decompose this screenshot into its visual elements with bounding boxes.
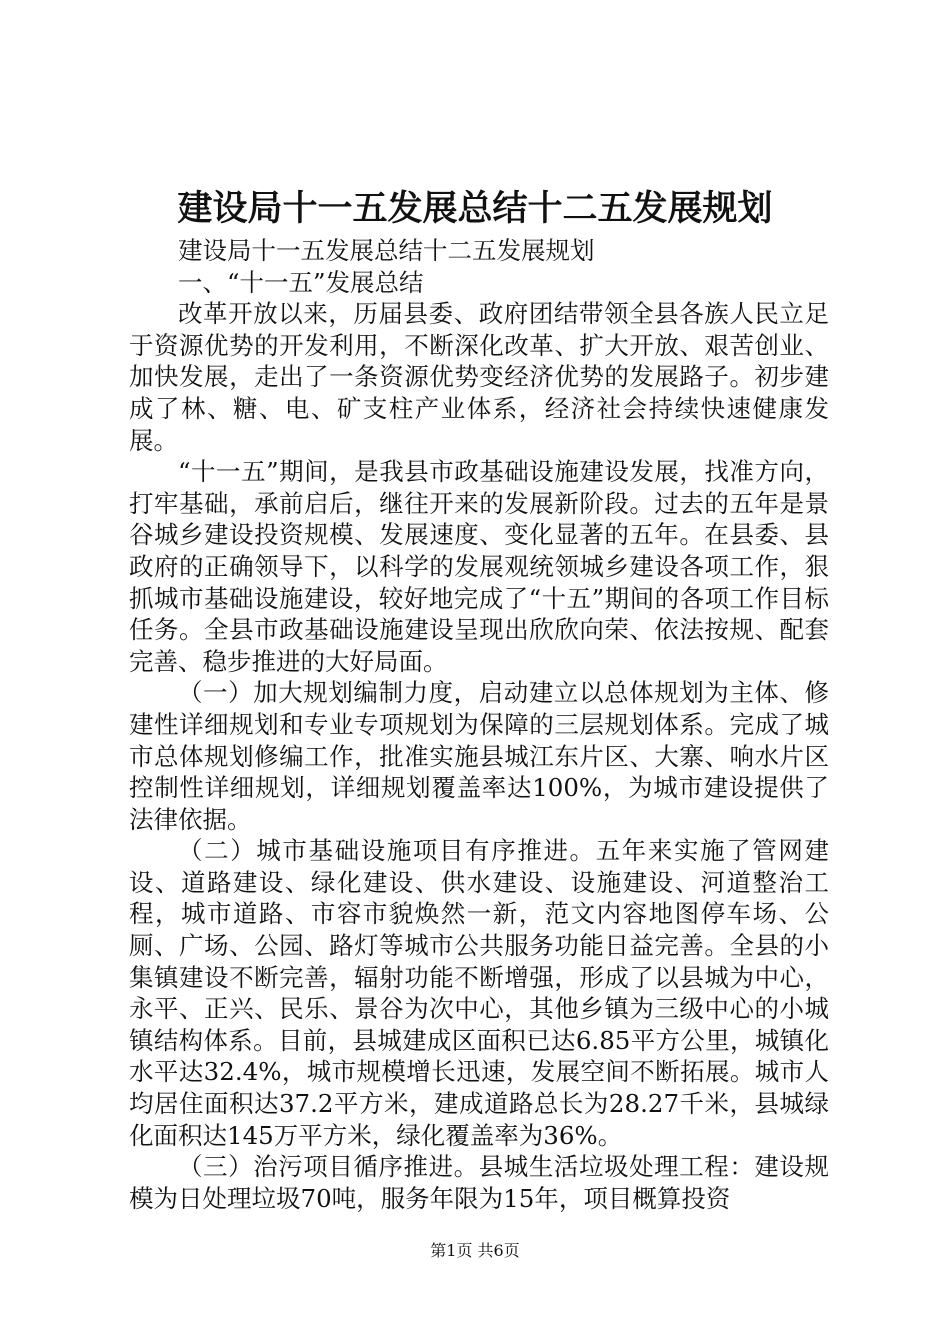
- document-title: 建设局十一五发展总结十二五发展规划: [177, 188, 773, 229]
- page-footer: 第1页 共6页: [430, 1241, 520, 1260]
- paragraph: （三）治污项目循序推进。县城生活垃圾处理工程：建设规模为日处理垃圾70吨，服务年限为15年，项目概算投资: [129, 1152, 829, 1213]
- section-heading: 一、“十一五”发展总结: [178, 267, 424, 297]
- paragraph: 改革开放以来，历届县委、政府团结带领全县各族人民立足于资源优势的开发利用，不断深化改革、扩大开放、艰苦创业、加快发展，走出了一条资源优势变经济优势的发展路子。初步建成了林、糖、电、矿支柱产业体系，经济社会持续快速健康发展。: [129, 299, 829, 455]
- paragraph: （二）城市基础设施项目有序推进。五年来实施了管网建设、道路建设、绿化建设、供水建设、设施建设、河道整治工程，城市道路、市容市貌焕然一新，范文内容地图停车场、公厕、广场、公园、路灯等城市公共服务功能日益完善。全县的小集镇建设不断完善，辐射功能不断增强，形成了以县城为中心，永平、正兴、民乐、景谷为次中心，其他乡镇为三级中心的小城镇结构体系。目前，县城建成区面积已达6.85平方公里，城镇化水平达32.4%，城市规模增长迅速，发展空间不断拓展。城市人均居住面积达37.2平方米，建成道路总长为28.27千米，县城绿化面积达145万平方米，绿化覆盖率为36%。: [129, 836, 829, 1150]
- paragraph-subtitle: 建设局十一五发展总结十二五发展规划: [178, 236, 595, 265]
- paragraph: “十一五”期间，是我县市政基础设施建设发展，找准方向，打牢基础，承前启后，继往开来的发展新阶段。过去的五年是景谷城乡建设投资规模、发展速度、变化显著的五年。在县委、县政府的正确领导下，以科学的发展观统领城乡建设各项工作，狠抓城市基础设施建设，较好地完成了“十五”期间的各项工作目标任务。全县市政基础设施建设呈现出欣欣向荣、依法按规、配套完善、稳步推进的大好局面。: [129, 457, 829, 676]
- paragraph: （一）加大规划编制力度，启动建立以总体规划为主体、修建性详细规划和专业专项规划为保障的三层规划体系。完成了城市总体规划修编工作，批准实施县城江东片区、大寨、响水片区控制性详细规划，详细规划覆盖率达100%，为城市建设提供了法律依据。: [129, 678, 829, 834]
- document-body: [129, 235, 829, 1214]
